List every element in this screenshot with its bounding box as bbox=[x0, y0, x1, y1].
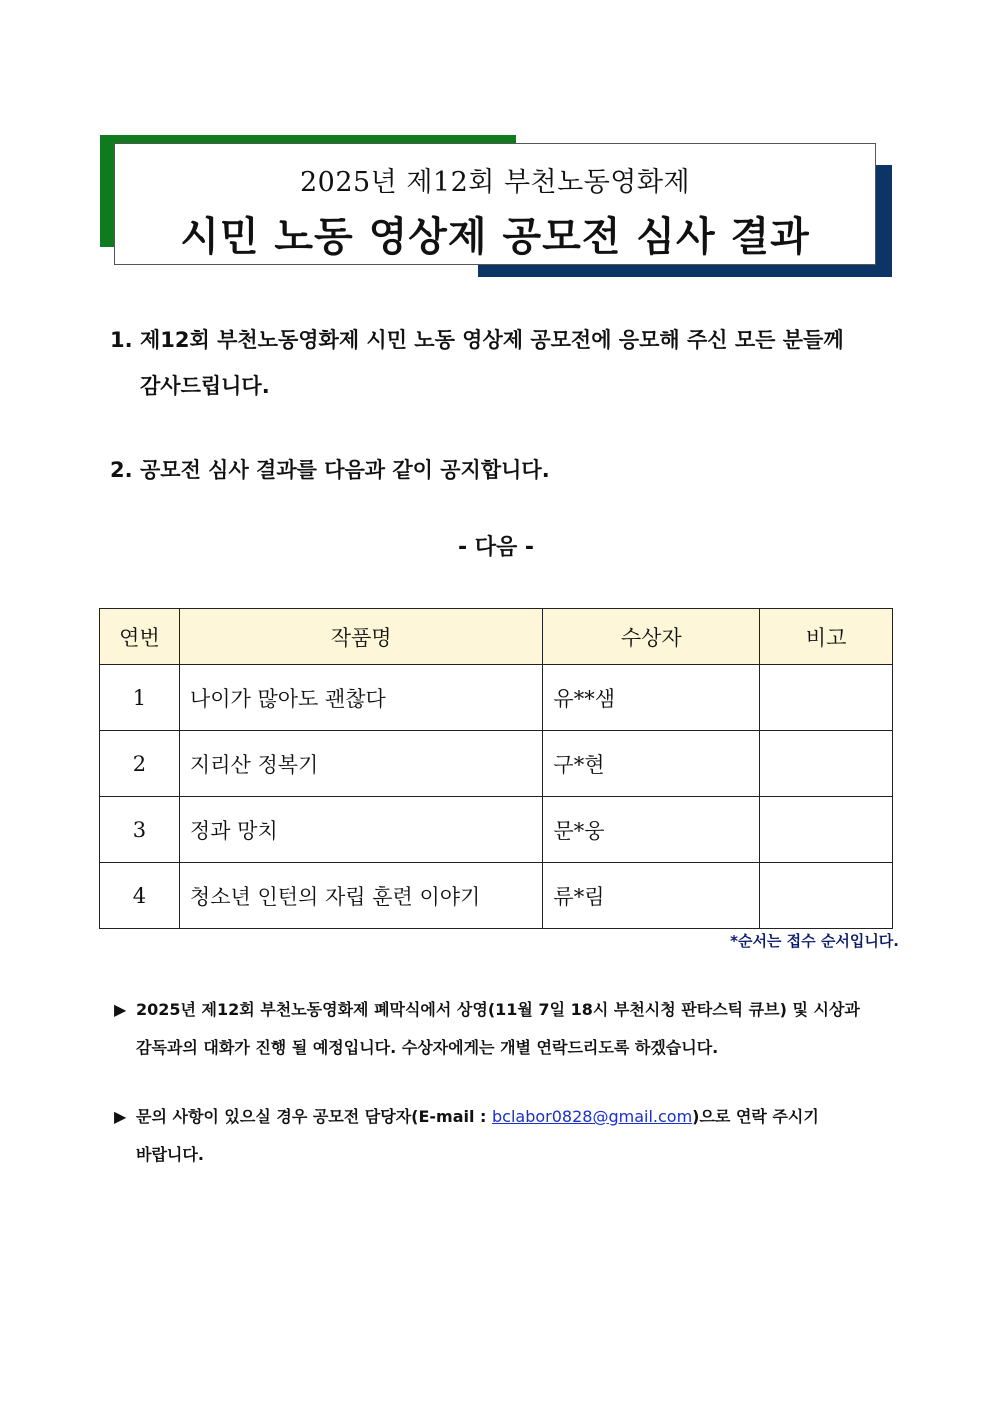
item-2 bbox=[110, 447, 900, 493]
bullet-1-text: 2025년 제12회 부천노동영화제 폐막식에서 상영(11월 7일 18시 부천시청 판타스틱 큐브) 및 시상과 bbox=[136, 1000, 860, 1019]
table-row bbox=[100, 665, 893, 731]
cell-winner: 문*웅 bbox=[543, 797, 760, 863]
table-row bbox=[100, 863, 893, 929]
header-winner: 수상자 bbox=[543, 609, 760, 665]
header-note: 비고 bbox=[760, 609, 893, 665]
contact-email-link[interactable]: bclabor0828@gmail.com bbox=[492, 1107, 693, 1126]
cell-winner: 유**샘 bbox=[543, 665, 760, 731]
item-2-text: 공모전 심사 결과를 다음과 같이 공지합니다. bbox=[140, 458, 550, 482]
title-box bbox=[114, 143, 876, 265]
results-table bbox=[99, 608, 893, 929]
table-header-row bbox=[100, 609, 893, 665]
table-row bbox=[100, 797, 893, 863]
header-no: 연번 bbox=[100, 609, 180, 665]
bullet-1 bbox=[114, 991, 904, 1067]
cell-no: 2 bbox=[100, 731, 180, 797]
cell-note bbox=[760, 731, 893, 797]
section-heading: - 다음 - bbox=[457, 535, 535, 560]
cell-note bbox=[760, 797, 893, 863]
cell-no: 4 bbox=[100, 863, 180, 929]
cell-title: 청소년 인턴의 자립 훈련 이야기 bbox=[179, 863, 543, 929]
cell-title: 지리산 정복기 bbox=[179, 731, 543, 797]
item-2-number: 2. bbox=[110, 458, 133, 482]
bullet-1-text-cont: 감독과의 대화가 진행 될 예정입니다. 수상자에게는 개별 연락드리도록 하겠습니다. bbox=[136, 1038, 719, 1057]
bullet-2 bbox=[114, 1098, 904, 1174]
cell-no: 3 bbox=[100, 797, 180, 863]
cell-note bbox=[760, 665, 893, 731]
cell-note bbox=[760, 863, 893, 929]
page-subtitle: 2025년 제12회 부천노동영화제 bbox=[299, 167, 691, 198]
bullet-2-text-post: )으로 연락 주시기 bbox=[692, 1107, 819, 1126]
item-1-number: 1. bbox=[110, 328, 133, 352]
cell-winner: 구*현 bbox=[543, 731, 760, 797]
cell-no: 1 bbox=[100, 665, 180, 731]
page-title: 시민 노동 영상제 공모전 심사 결과 bbox=[180, 214, 810, 260]
item-1 bbox=[110, 317, 900, 409]
triangle-bullet-icon: ▶ bbox=[114, 1107, 127, 1126]
header-title: 작품명 bbox=[179, 609, 543, 665]
bullet-2-text-pre: 문의 사항이 있으실 경우 공모전 담당자(E-mail : bbox=[136, 1107, 493, 1126]
item-1-text: 제12회 부천노동영화제 시민 노동 영상제 공모전에 응모해 주신 모든 분들께 bbox=[140, 328, 844, 352]
title-banner bbox=[100, 135, 892, 277]
cell-title: 정과 망치 bbox=[179, 797, 543, 863]
triangle-bullet-icon: ▶ bbox=[114, 1000, 127, 1019]
order-note: *순서는 접수 순서입니다. bbox=[730, 932, 899, 950]
cell-title: 나이가 많아도 괜찮다 bbox=[179, 665, 543, 731]
item-1-text-cont: 감사드립니다. bbox=[140, 374, 270, 398]
table-row bbox=[100, 731, 893, 797]
cell-winner: 류*림 bbox=[543, 863, 760, 929]
bullet-2-text-cont: 바랍니다. bbox=[136, 1145, 204, 1164]
